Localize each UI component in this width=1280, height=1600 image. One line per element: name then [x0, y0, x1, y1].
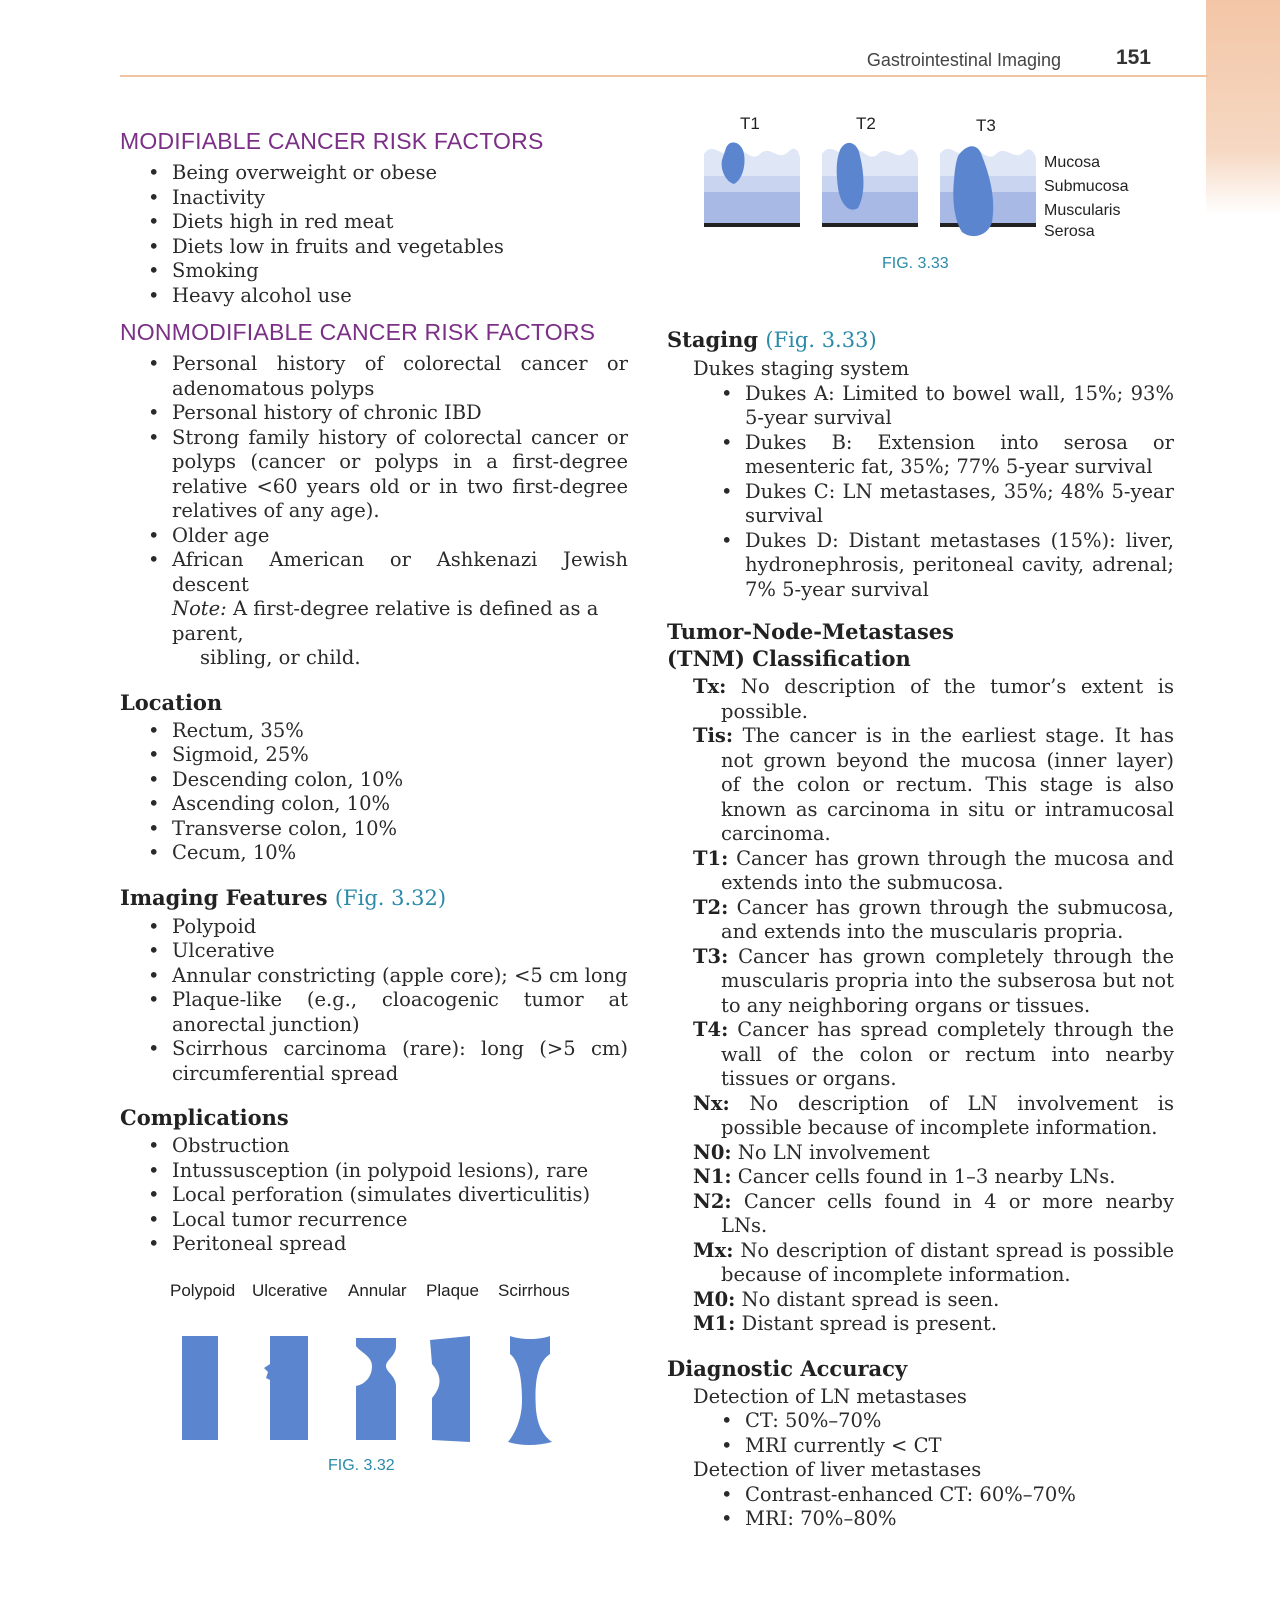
imaging-ref-open: (: [334, 885, 344, 910]
list-item: • African American or Ashkenazi Jewish descent: [172, 548, 628, 597]
tnm-text: Cancer has grown through the mucosa and extends into the submucosa.: [721, 846, 1174, 894]
location-heading: Location: [120, 689, 223, 715]
list-item: • Rectum, 35%: [172, 719, 628, 744]
right-column: [667, 318, 1174, 1532]
list-item: • Polypoid: [172, 915, 628, 940]
list-item: • Contrast-enhanced CT: 60%–70%: [745, 1483, 1174, 1508]
tnm-term: T2:: [693, 895, 729, 919]
list-item: • Heavy alcohol use: [172, 284, 628, 309]
ln-detection-list: [667, 1409, 1174, 1458]
list-item: • Obstruction: [172, 1134, 628, 1159]
list-item: • Being overweight or obese: [172, 161, 628, 186]
note-label: Note:: [172, 597, 227, 620]
fig32-caption: FIG. 3.32: [328, 1457, 395, 1474]
list-item: • Smoking: [172, 259, 628, 284]
note-text: A first-degree relative is defined as a parent,: [172, 597, 599, 645]
tnm-term: Tx:: [693, 675, 727, 698]
page-number: 151: [1115, 46, 1151, 69]
modifiable-heading: MODIFIABLE CANCER RISK FACTORS: [120, 128, 544, 154]
list-item: • Sigmoid, 25%: [172, 743, 628, 768]
staging-system-label: Dukes staging system: [693, 357, 910, 380]
tnm-term: T4:: [693, 1018, 729, 1041]
imaging-heading-text: Imaging Features: [120, 884, 328, 910]
imaging-heading: [120, 884, 628, 912]
tnm-text: No distant spread is seen.: [735, 1287, 1000, 1311]
tnm-term: Tis:: [693, 724, 734, 747]
liver-detection-list: [667, 1483, 1174, 1532]
list-item: • Strong family history of colorectal cancer or polyps (cancer or polyps in a first-degree relative <60 years old or in two first-degree relatives of any age).: [172, 426, 628, 524]
tnm-entry: [667, 1190, 1174, 1239]
list-item: • Older age: [172, 524, 628, 549]
layer-label-muscularis: Muscularis: [1044, 202, 1121, 219]
list-item: • Dukes C: LN metastases, 35%; 48% 5-year survival: [745, 480, 1174, 529]
tnm-heading: [667, 618, 1174, 672]
tnm-entry: [667, 1312, 1174, 1337]
list-item: • Personal history of colorectal cancer or adenomatous polyps: [172, 352, 628, 401]
fig33-caption: FIG. 3.33: [882, 255, 949, 272]
list-item: • MRI currently < CT: [745, 1434, 1174, 1459]
tnm-entry: [667, 675, 1174, 724]
complications-list: [120, 1134, 628, 1257]
nonmodifiable-heading: NONMODIFIABLE CANCER RISK FACTORS: [120, 319, 596, 345]
tnm-text: No description of LN involvement is possible because of incomplete information.: [721, 1091, 1174, 1139]
tnm-text: No description of the tumor’s extent is possible.: [721, 675, 1174, 723]
left-column: [120, 120, 628, 1257]
staging-ref-close: ): [868, 328, 877, 352]
header-rule: [120, 75, 1208, 77]
tnm-term: M0:: [693, 1287, 736, 1311]
tnm-entry: [667, 1141, 1174, 1166]
tnm-term: Nx:: [693, 1091, 730, 1115]
tnm-text: No LN involvement: [731, 1140, 930, 1164]
tnm-term: T3:: [693, 944, 729, 968]
fig32-label-annular: Annular: [348, 1281, 407, 1300]
list-item: • CT: 50%–70%: [745, 1409, 1174, 1434]
list-item: • Diets high in red meat: [172, 210, 628, 235]
tnm-heading-line1: Tumor-Node-Metastases: [667, 619, 954, 644]
list-item: • Local perforation (simulates diverticulitis): [172, 1183, 628, 1208]
tnm-term: T1:: [693, 846, 729, 870]
fig-3-32-link[interactable]: Fig. 3.32: [343, 885, 438, 910]
tnm-entry: [667, 724, 1174, 847]
plaque-lesion-shape: [430, 1336, 470, 1442]
list-item: • Scirrhous carcinoma (rare): long (>5 cm) circumferential spread: [172, 1037, 628, 1086]
running-header-title: Gastrointestinal Imaging: [866, 50, 1061, 70]
list-item: • Descending colon, 10%: [172, 768, 628, 793]
tnm-text: Cancer cells found in 4 or more nearby LNs.: [721, 1189, 1174, 1237]
staging-ref-open: (: [765, 328, 774, 352]
tnm-entry: [667, 1165, 1174, 1190]
annular-lesion-shape: [356, 1338, 396, 1440]
tnm-text: Distant spread is present.: [735, 1312, 998, 1335]
figure-3-33: [700, 110, 1160, 280]
stage-label-t2: T2: [856, 114, 876, 133]
tnm-text: Cancer has spread completely through the wall of the colon or rectum into nearby tissues or organs.: [721, 1018, 1174, 1090]
staging-heading: [667, 326, 1174, 354]
nonmodifiable-list: [120, 352, 628, 597]
list-item: • Dukes B: Extension into serosa or mesenteric fat, 35%; 77% 5-year survival: [745, 431, 1174, 480]
tnm-term: N2:: [693, 1189, 732, 1213]
list-item: • Peritoneal spread: [172, 1232, 628, 1257]
fig32-label-scirrhous: Scirrhous: [498, 1281, 570, 1300]
chapter-tab: [1206, 0, 1280, 215]
fig32-label-ulcerative: Ulcerative: [252, 1281, 328, 1300]
imaging-list: [120, 915, 628, 1087]
tnm-term: M1:: [693, 1312, 736, 1335]
imaging-ref-close: ): [437, 885, 447, 910]
list-item: • Personal history of chronic IBD: [172, 401, 628, 426]
polypoid-lesion-shape: [182, 1336, 218, 1440]
layer-label-submucosa: Submucosa: [1044, 178, 1129, 195]
list-item: • Local tumor recurrence: [172, 1208, 628, 1233]
tnm-text: Cancer cells found in 1–3 nearby LNs.: [731, 1165, 1116, 1188]
tnm-entry: [667, 1018, 1174, 1092]
staging-heading-text: Staging: [667, 327, 759, 352]
tnm-term: Mx:: [693, 1238, 734, 1262]
fig32-label-plaque: Plaque: [426, 1281, 479, 1300]
tnm-text: No description of distant spread is possible because of incomplete information.: [721, 1238, 1174, 1286]
figure-3-32: [160, 1280, 580, 1480]
list-item: • Ulcerative: [172, 939, 628, 964]
tnm-entry: [667, 1092, 1174, 1141]
tnm-entry: [667, 847, 1174, 896]
list-item: • Dukes D: Distant metastases (15%): liver, hydronephrosis, peritoneal cavity, adrenal; 7% 5-year survival: [745, 529, 1174, 603]
location-list: [120, 719, 628, 866]
fig32-label-polypoid: Polypoid: [170, 1281, 236, 1300]
layer-label-mucosa: Mucosa: [1044, 154, 1101, 171]
list-item: • Intussusception (in polypoid lesions), rare: [172, 1159, 628, 1184]
tnm-term: N0:: [693, 1140, 732, 1164]
stage-label-t1: T1: [740, 114, 760, 133]
ulcerative-lesion-shape: [264, 1336, 308, 1440]
scirrhous-lesion-shape: [508, 1336, 552, 1445]
layer-label-serosa: Serosa: [1044, 223, 1095, 240]
panel-t1: [704, 142, 800, 227]
tnm-text: Cancer has grown completely through the muscularis propria into the subserosa but not to any neighboring organs or tissues.: [721, 944, 1174, 1017]
stage-label-t3: T3: [976, 116, 996, 135]
ln-detection-label: Detection of LN metastases: [693, 1384, 967, 1408]
note-continuation: sibling, or child.: [200, 646, 361, 669]
fig-3-33-link[interactable]: Fig. 3.33: [773, 328, 869, 352]
list-item: • Cecum, 10%: [172, 841, 628, 866]
tnm-text: Cancer has grown through the submucosa, and extends into the muscularis propria.: [721, 895, 1174, 943]
tnm-term: N1:: [693, 1165, 732, 1188]
modifiable-list: [120, 161, 628, 308]
tnm-heading-line2: (TNM) Classification: [667, 646, 911, 671]
list-item: • Transverse colon, 10%: [172, 817, 628, 842]
tnm-entry: [667, 1239, 1174, 1288]
running-header: [120, 46, 1176, 76]
list-item: • Dukes A: Limited to bowel wall, 15%; 93% 5-year survival: [745, 382, 1174, 431]
panel-t3: [940, 146, 1036, 236]
tnm-text: The cancer is in the earliest stage. It has not grown beyond the mucosa (inner layer) of the colon or rectum. This stage is also known as carcinoma in situ or intramucosal carcinoma.: [721, 724, 1174, 845]
tnm-list: [667, 675, 1174, 1337]
tnm-entry: [667, 896, 1174, 945]
note: [120, 597, 628, 646]
tnm-entry: [667, 1288, 1174, 1313]
list-item: • Diets low in fruits and vegetables: [172, 235, 628, 260]
liver-detection-label: Detection of liver metastases: [693, 1458, 982, 1481]
complications-heading: Complications: [120, 1105, 289, 1130]
list-item: • Ascending colon, 10%: [172, 792, 628, 817]
accuracy-heading: Diagnostic Accuracy: [667, 1355, 908, 1381]
list-item: • Inactivity: [172, 186, 628, 211]
panel-t2: [822, 143, 918, 227]
list-item: • MRI: 70%–80%: [745, 1507, 1174, 1532]
list-item: • Annular constricting (apple core); <5 cm long: [172, 964, 628, 989]
list-item: • Plaque-like (e.g., cloacogenic tumor at anorectal junction): [172, 988, 628, 1037]
dukes-list: [667, 382, 1174, 603]
tnm-entry: [667, 945, 1174, 1019]
